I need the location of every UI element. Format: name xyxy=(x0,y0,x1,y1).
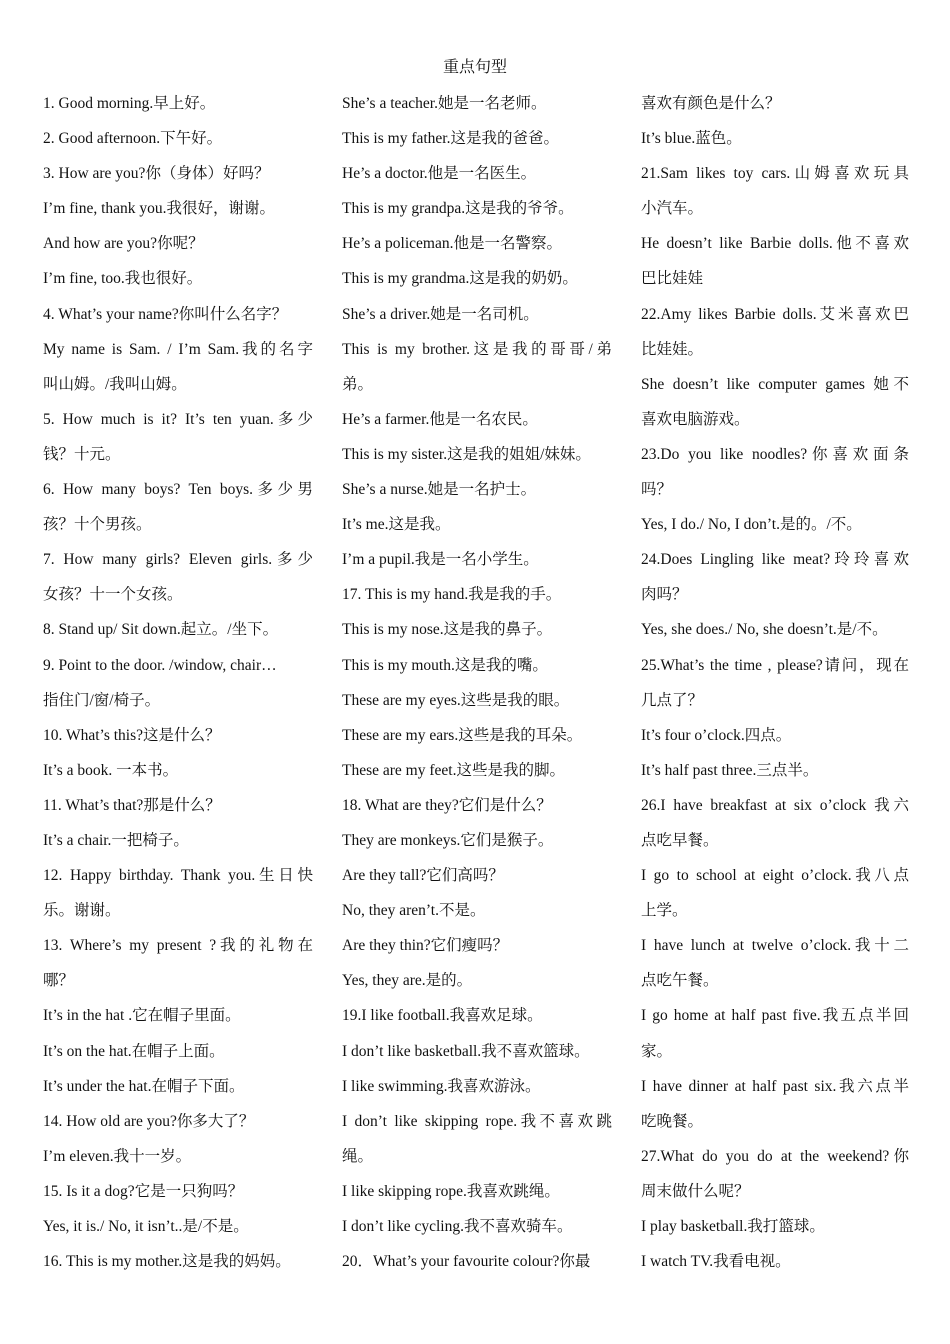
sentence-line: 22.Amy likes Barbie dolls.艾米喜欢巴 xyxy=(641,305,909,323)
sentence-line: 1. Good morning.早上好。 xyxy=(43,95,216,112)
sentence-line: 12. Happy birthday. Thank you.生日快 xyxy=(43,867,313,885)
sentence-line: 13. Where’s my present ?我的礼物在 xyxy=(43,937,313,955)
sentence-line: Are they thin?它们瘦吗？ xyxy=(342,937,509,955)
sentence-line: Yes, she does./ No, she doesn’t.是/不。 xyxy=(641,621,888,639)
sentence-line: 9. Point to the door. /window, chair… xyxy=(43,656,277,674)
sentence-line: She’s a nurse.她是一名护士。 xyxy=(342,481,537,499)
sentence-line: 比娃娃。 xyxy=(641,340,704,358)
sentence-line: 4. What’s your name?你叫什么名字？ xyxy=(43,305,288,323)
sentence-line: I don’t like skipping rope.我不喜欢跳 xyxy=(342,1112,612,1130)
sentence-line: It’s in the hat .它在帽子里面。 xyxy=(43,1007,241,1025)
sentence-line: 哪？ xyxy=(43,972,75,990)
sentence-line: 20．What’s your favourite colour?你最 xyxy=(342,1253,591,1271)
sentence-line: 几点了？ xyxy=(641,691,704,709)
sentence-line: I go home at half past five.我五点半回 xyxy=(641,1007,909,1025)
sentence-line: They are monkeys.它们是猴子。 xyxy=(342,831,554,849)
sentence-line: 10. What’s this?这是什么？ xyxy=(43,726,221,744)
sentence-line: 家。 xyxy=(641,1042,673,1060)
sentence-line: 上学。 xyxy=(641,902,688,920)
sentence-line: I don’t like basketball.我不喜欢篮球。 xyxy=(342,1042,590,1060)
sentence-line: 19.I like football.我喜欢足球。 xyxy=(342,1007,543,1025)
sentence-line: She doesn’t like computer games 她不 xyxy=(641,375,909,393)
sentence-line: 钱？十元。 xyxy=(43,445,121,463)
sentence-line: This is my brother.这是我的哥哥/弟 xyxy=(342,340,612,358)
sentence-line: He doesn’t like Barbie dolls.他不喜欢 xyxy=(641,235,909,253)
sentence-line: This is my sister.这是我的姐姐/妹妹。 xyxy=(342,445,591,463)
sentence-line: 15. Is it a dog?它是一只狗吗？ xyxy=(43,1182,244,1200)
column-left xyxy=(43,86,313,1279)
sentence-line: I go to school at eight o’clock.我八点 xyxy=(641,867,909,885)
sentence-line: I like swimming.我喜欢游泳。 xyxy=(342,1077,541,1095)
sentence-line: 吃晚餐。 xyxy=(641,1112,704,1130)
sentence-line: 指住门/窗/椅子。 xyxy=(43,691,161,709)
sentence-line: 21.Sam likes toy cars.山姆喜欢玩具 xyxy=(641,165,909,183)
sentence-line: It’s under the hat.在帽子下面。 xyxy=(43,1077,245,1095)
sentence-line: It’s four o’clock.四点。 xyxy=(641,726,792,744)
sentence-line: 喜欢电脑游戏。 xyxy=(641,410,750,428)
sentence-line: Yes, they are.是的。 xyxy=(342,972,473,990)
sentence-line: Are they tall?它们高吗？ xyxy=(342,867,504,885)
sentence-line: He’s a doctor.他是一名医生。 xyxy=(342,165,537,183)
sentence-line: 绳。 xyxy=(342,1147,374,1165)
page-title: 重点句型 xyxy=(442,59,507,76)
sentence-line: I have dinner at half past six.我六点半 xyxy=(641,1077,909,1095)
sentence-line: It’s blue.蓝色。 xyxy=(641,130,742,148)
sentence-line: 点吃午餐。 xyxy=(641,972,719,990)
sentence-line: Yes, I do./ No, I don’t.是的。/不。 xyxy=(641,516,862,534)
sentence-line: 肉吗？ xyxy=(641,586,688,604)
sentence-line: 女孩？十一个女孩。 xyxy=(43,586,183,604)
sentence-line: 17. This is my hand.我是我的手。 xyxy=(342,586,562,604)
sentence-line: No, they aren’t.不是。 xyxy=(342,902,486,920)
sentence-line: He’s a farmer.他是一名农民。 xyxy=(342,410,538,428)
sentence-line: 巴比娃娃 xyxy=(641,270,704,288)
sentence-line: 弟。 xyxy=(342,375,374,393)
sentence-line: This is my mouth.这是我的嘴。 xyxy=(342,656,548,674)
sentence-line: 27.What do you do at the weekend?你 xyxy=(641,1147,909,1165)
sentence-line: I don’t like cycling.我不喜欢骑车。 xyxy=(342,1218,573,1235)
sentence-line: 8. Stand up/ Sit down.起立。/坐下。 xyxy=(43,621,279,639)
sentence-line: It’s half past three.三点半。 xyxy=(641,761,819,779)
sentence-line: This is my grandpa.这是我的爷爷。 xyxy=(342,200,574,218)
column-right xyxy=(641,86,909,1279)
sentence-line: These are my eyes.这些是我的眼。 xyxy=(342,691,570,709)
sentence-line: 11. What’s that?那是什么？ xyxy=(43,796,221,814)
sentence-line: It’s me.这是我。 xyxy=(342,516,451,534)
sentence-line: I like skipping rope.我喜欢跳绳。 xyxy=(342,1182,560,1200)
sentence-line: 5. How much is it? It’s ten yuan.多少 xyxy=(43,410,313,428)
column-middle xyxy=(342,86,612,1279)
sentence-line: 小汽车。 xyxy=(641,200,704,218)
sentence-line: I watch TV.我看电视。 xyxy=(641,1253,791,1271)
sentence-line: 16. This is my mother.这是我的妈妈。 xyxy=(43,1253,291,1271)
sentence-line: And how are you?你呢？ xyxy=(43,235,204,253)
sentence-line: 3. How are you?你（身体）好吗？ xyxy=(43,165,270,183)
sentence-line: It’s on the hat.在帽子上面。 xyxy=(43,1042,225,1060)
sentence-line: Yes, it is./ No, it isn’t..是/不是。 xyxy=(43,1218,249,1235)
sentence-line: I’m eleven.我十一岁。 xyxy=(43,1147,192,1165)
sentence-line: I have lunch at twelve o’clock.我十二 xyxy=(641,937,909,955)
sentence-line: It’s a book. 一本书。 xyxy=(43,761,179,779)
sentence-line: 周末做什么呢？ xyxy=(641,1182,750,1200)
sentence-line: It’s a chair.一把椅子。 xyxy=(43,831,189,849)
sentence-line: 18. What are they?它们是什么？ xyxy=(342,796,552,814)
sentence-line: 23.Do you like noodles?你喜欢面条 xyxy=(641,445,909,463)
sentence-line: 叫山姆。/我叫山姆。 xyxy=(43,375,187,393)
sentence-line: 7. How many girls? Eleven girls.多少 xyxy=(43,551,313,569)
sentence-line: 6. How many boys? Ten boys.多少男 xyxy=(43,481,313,499)
sentence-line: These are my ears.这些是我的耳朵。 xyxy=(342,726,583,744)
sentence-line: I’m fine, thank you.我很好，谢谢。 xyxy=(43,200,276,218)
sentence-line: I play basketball.我打篮球。 xyxy=(641,1218,825,1235)
sentence-line: This is my father.这是我的爸爸。 xyxy=(342,130,559,148)
sentence-line: 乐。谢谢。 xyxy=(43,902,121,920)
sentence-line: He’s a policeman.他是一名警察。 xyxy=(342,235,562,253)
sentence-line: 喜欢有颜色是什么？ xyxy=(641,95,781,112)
sentence-line: This is my grandma.这是我的奶奶。 xyxy=(342,270,578,288)
sentence-line: 2. Good afternoon.下午好。 xyxy=(43,130,223,148)
sentence-line: I’m fine, too.我也很好。 xyxy=(43,270,203,288)
sentence-line: 吗？ xyxy=(641,481,673,499)
sentence-line: These are my feet.这些是我的脚。 xyxy=(342,761,565,779)
sentence-line: 点吃早餐。 xyxy=(641,831,719,849)
sentence-line: I’m a pupil.我是一名小学生。 xyxy=(342,551,539,569)
sentence-line: This is my nose.这是我的鼻子。 xyxy=(342,621,553,639)
sentence-line: 25.What’s the time , please?请问，现在 xyxy=(641,656,909,674)
sentence-line: She’s a teacher.她是一名老师。 xyxy=(342,95,547,112)
sentence-line: 26.I have breakfast at six o’clock 我六 xyxy=(641,796,909,814)
sentence-line: 孩？十个男孩。 xyxy=(43,516,152,534)
sentence-line: 24.Does Lingling like meat?玲玲喜欢 xyxy=(641,551,909,569)
sentence-line: She’s a driver.她是一名司机。 xyxy=(342,305,539,323)
sentence-line: My name is Sam. / I’m Sam.我的名字 xyxy=(43,340,313,358)
sentence-line: 14. How old are you?你多大了？ xyxy=(43,1112,255,1130)
